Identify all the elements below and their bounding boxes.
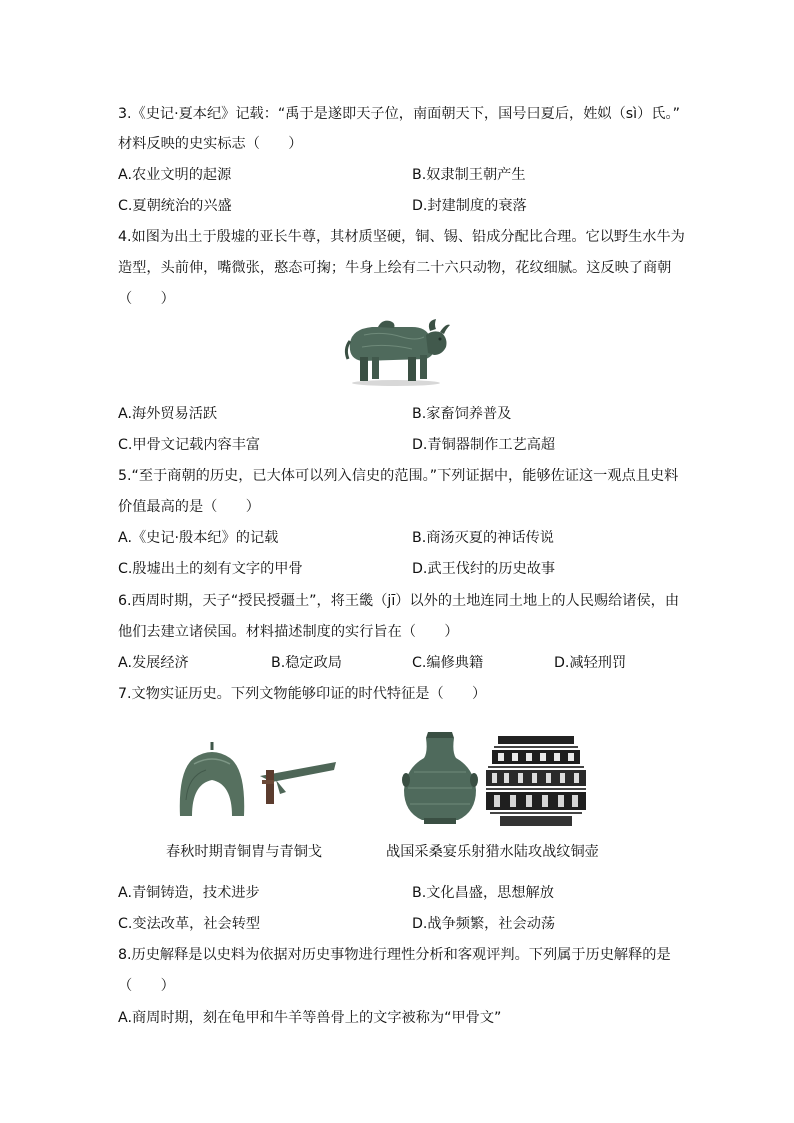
q7-caption-left: 春秋时期青铜胄与青铜戈 [166, 844, 323, 860]
q8-option-a: A.商周时期，刻在龟甲和牛羊等兽骨上的文字被称为“甲骨文” [118, 1010, 502, 1026]
q3-option-c: C.夏朝统治的兴盛 [118, 198, 232, 214]
q3-option-b: B.奴隶制王朝产生 [412, 167, 526, 183]
q5-option-c: C.殷墟出土的刻有文字的甲骨 [118, 561, 303, 577]
q7-caption-right: 战国采桑宴乐射猎水陆攻战纹铜壶 [386, 844, 599, 860]
q8-stem-line2: （ ） [118, 978, 175, 994]
q6-stem-line2: 他们去建立诸侯国。材料描述制度的实行旨在（ ） [118, 624, 459, 640]
q7-option-c: C.变法改革，社会转型 [118, 916, 261, 932]
q7-option-a: A.青铜铸造，技术进步 [118, 885, 260, 901]
q4-option-d: D.青铜器制作工艺高超 [412, 437, 556, 453]
hu-pattern-rubbing-image [484, 734, 588, 828]
q4-option-c: C.甲骨文记载内容丰富 [118, 437, 261, 453]
q7-stem-line1: 7.文物实证历史。下列文物能够印证的时代特征是（ ） [118, 686, 487, 702]
q4-option-a: A.海外贸易活跃 [118, 406, 218, 422]
q3-stem-line2: 材料反映的史实标志（ ） [118, 136, 303, 152]
q8-stem-line1: 8.历史解释是以史料为依据对历史事物进行理性分析和客观评判。下列属于历史解释的是 [118, 947, 671, 963]
q6-option-a: A.发展经济 [118, 655, 189, 671]
q4-stem-line3: （ ） [118, 291, 175, 307]
q6-option-b: B.稳定政局 [271, 655, 342, 671]
q3-option-d: D.封建制度的衰落 [412, 198, 527, 214]
q4-stem-line2: 造型，头前伸，嘴微张，憨态可掬；牛身上绘有二十六只动物，花纹细腻。这反映了商朝 [118, 260, 672, 276]
q6-option-d: D.减轻刑罚 [554, 655, 627, 671]
q6-option-c: C.编修典籍 [412, 655, 484, 671]
q5-option-d: D.武王伐纣的历史故事 [412, 561, 556, 577]
q5-stem-line2: 价值最高的是（ ） [118, 499, 260, 515]
q4-stem-line1: 4.如图为出土于殷墟的亚长牛尊，其材质坚硬，铜、锡、铅成分配比合理。它以野生水牛为 [118, 229, 685, 245]
bronze-ox-zun-image [342, 315, 450, 387]
q3-stem-line1: 3.《史记·夏本纪》记载：“禹于是遂即天子位，南面朝天下，国号曰夏后，姓姒（sì）氏。” [118, 106, 680, 122]
q7-option-d: D.战争频繁，社会动荡 [412, 916, 556, 932]
q4-option-b: B.家畜饲养普及 [412, 406, 512, 422]
q5-option-b: B.商汤灭夏的神话传说 [412, 530, 554, 546]
q5-stem-line1: 5.“至于商朝的历史，已大体可以列入信史的范围。”下列证据中，能够佐证这一观点且史料 [118, 468, 679, 484]
q7-option-b: B.文化昌盛，思想解放 [412, 885, 554, 901]
bronze-helmet-and-ge-image [176, 740, 338, 824]
bronze-hu-vessel-image [400, 728, 480, 824]
q5-option-a: A.《史记·殷本纪》的记载 [118, 530, 279, 546]
q3-option-a: A.农业文明的起源 [118, 167, 232, 183]
q6-stem-line1: 6.西周时期，天子“授民授疆土”，将王畿（jī）以外的土地连同土地上的人民赐给诸侯，由 [118, 593, 680, 609]
